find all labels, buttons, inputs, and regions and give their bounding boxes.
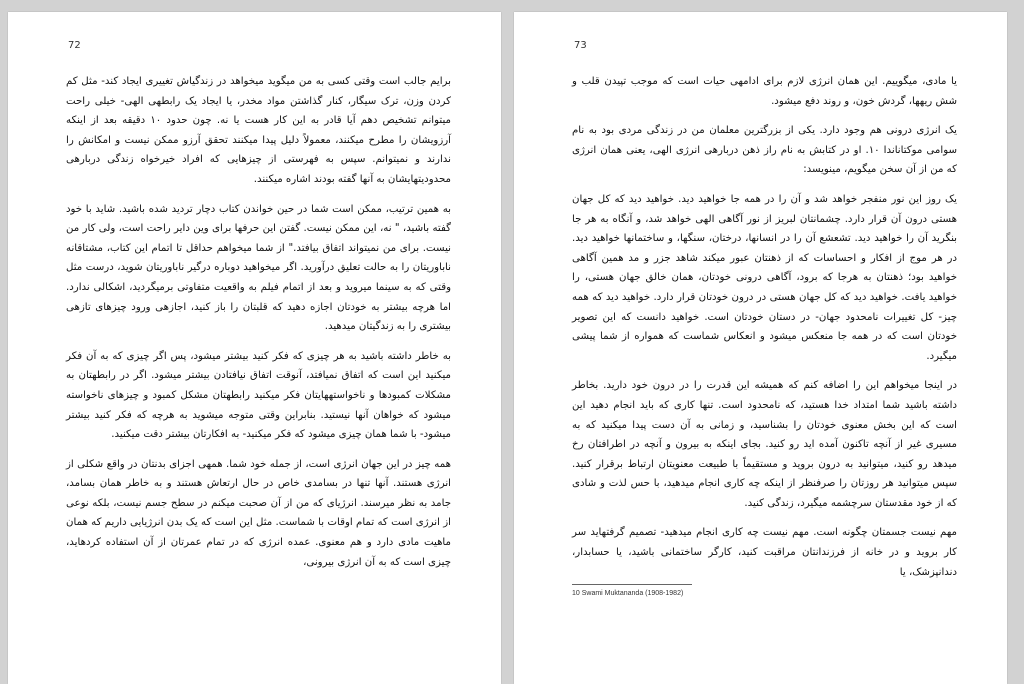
paragraph: مهم نیست جسمتان چگونه است. مهم نیست چه کاری انجام میدهید- تصمیم گرفتهاید سر کار بروید و در خانه از فرزندانتان مراقبت کنید، کارگر ساختمانی باشید، یا حسابدار، دندانپزشک، یا — [572, 527, 957, 578]
paragraph: یا مادی، میگوییم. این همان انرژی لازم برای ادامهی حیات است که موجب تپیدن قلب و شش ریهها، گردش خون، و روند دفع میشود. — [572, 76, 957, 107]
footnote-divider — [572, 584, 692, 585]
paragraph: یک انرژی درونی هم وجود دارد. یکی از بزرگترین معلمان من در زندگی مردی بود به نام سوامی موکتاناندا ۱۰. او در کتابش به نام راز ذهن دربارهی انرژی الهی، یعنی همان انرژی که من از آن سخن میگویم، مینویسد: — [572, 125, 957, 176]
page-number: 72 — [68, 40, 81, 51]
paragraph: به همین ترتیب، ممکن است شما در حین خواندن کتاب دچار تردید شده باشید. شاید با خود گفته باشید، " نه، این ممکن نیست. گفتن این حرفها برای وین دایر راحت است، ولی کار من نیست. برای من نمیتواند اتفاق بیافتد." از شما میخواهم حداقل تا اتمام این کتاب، مشتاقانه ناباوریتان را به حالت تعلیق درآورید. اگر میخواهید دوباره درگیر ناباوریتان شوید، درست مثل وقتی که به سینما میروید و بعد از اتمام فیلم به واقعیت متفاوتی برمیگردید، اشکالی ندارد. اما هرچه بیشتر به خودتان اجازه دهید که قلبتان را باز کنید، اجازهی ورود چیزهای تازهی بیشتری را به زندگیتان میدهید. — [66, 203, 451, 333]
right-page — [514, 12, 1007, 684]
footnote: 10 Swami Muktananda (1908-1982) — [572, 590, 684, 597]
paragraph: برایم جالب است وقتی کسی به من میگوید میخواهد در زندگیاش تغییری ایجاد کند- مثل کم کردن وزن، ترک سیگار، کنار گذاشتن مواد مخدر، یا ایجاد یک رابطهی الهی- خیلی راحت میتوانم تشخیص دهم آیا قادر به این کار هست یا نه. چون حدود ۱۰ دقیقه بعد از اینکه آرزویشان را مطرح میکنند، معمولاً دلیل پیدا میکنند تحقق آرزو ممکن نیست و امکانش را ندارند و نمیتوانم. سپس به فهرستی از چیزهایی که افراد خیرخواه زندگی دربارهی محدودیتهایشان به آنها گفته بودند اشاره میکنند. — [66, 76, 451, 185]
page-body — [572, 72, 957, 592]
paragraph: در اینجا میخواهم این را اضافه کنم که همیشه این قدرت را در درون خود دارید. بخاطر داشته باشید شما امتداد خدا هستید، که نامحدود است. تنها کاری که باید انجام دهید این است که این بخش معنوی خودتان را بشناسید، و زمانی به آن دست پیدا میکنید که به مسیری غیر از آنچه تاکنون آمده اید رو کنید. بجای اینکه به بیرون و آنچه در اطرافتان رخ میدهد رو کنید، میتوانید به درون بروید و مستقیماً با طبیعت معنویتان ارتباط برقرار کنید. سپس میتوانید هر روزتان را صرفنظر از اینکه چه کاری انجام میدهید، با حس لذت و شادی که از خود مقدستان سرچشمه میگیرد، زندگی کنید. — [572, 380, 957, 509]
paragraph: همه چیز در این جهان انرژی است، از جمله خود شما. همهی اجزای بدنتان در واقع شکلی از انرژی هستند. آنها تنها در بسامدی خاص در حال ارتعاش هستند و به خاطر همان بسامد، جامد به نظر میرسند. انرژیای که من از آن صحبت میکنم در سطح جسم نیست، بلکه نوعی از انرژی است که تمام اوقات با شماست. مثل این است که یک بدن انرژیایی داریم که همان ماهیت مادی دارد و هم معنوی. عمده انرژی که در تمام عمرتان از آن استفاده کردهاید، چیزی است که به آن انرژی بیرونی، — [66, 458, 451, 568]
paragraph: به خاطر داشته باشید به هر چیزی که فکر کنید بیشتر میشود، پس اگر چیزی که به آن فکر میکنید این است که اتفاق نمیافتد، آنوقت اتفاق نیافتادن بیشتر میشود. اگر در رابطهتان به مشکلات کمبودها و ناخواستههایتان فکر میکنید رابطهتان مشکل کمبود و چیزهای ناخواسته میشود که خواهان آنها نیستید. بنابراین وقتی متوجه میشوید به هرچه که فکر کنید بیشتر میشود- با شما همان چیزی میشود که فکر میکنید- به افکارتان بیشتر دقت میکنید. — [66, 350, 451, 441]
page-number: 73 — [574, 40, 587, 51]
page-body — [66, 72, 451, 582]
left-page — [8, 12, 501, 684]
block-quote: یک روز این نور منفجر خواهد شد و آن را در همه جا خواهید دید. خواهید دید که کل جهان هستی درون آن قرار دارد. چشمانتان لبریز از نور آگاهی الهی خواهد شد، و آنگاه به هر جا بنگرید آن را خواهید دید. تشعشع آن را در انسانها، درختان، سنگها، و ساختمانها خواهید دید. در هر موج از افکار و احساسات که از ذهنتان عبور میکند شاهد جزر و مد همین آگاهی خواهید بود؛ ذهنتان به هرجا که برود، آگاهی درونی خودتان، همان خالق جهان هستی، را خواهید یافت. خواهید دید که کل جهان هستی در درون خودتان قرار دارد. خواهید دید که همه چیز- کل تغییرات نامحدود جهان- در دستان خودتان است. خواهید دانست که این تصویر خودتان است که در همه جا منعکس میشود و انعکاس شماست که همواره از شما پیشی میگیرد. — [572, 193, 957, 362]
